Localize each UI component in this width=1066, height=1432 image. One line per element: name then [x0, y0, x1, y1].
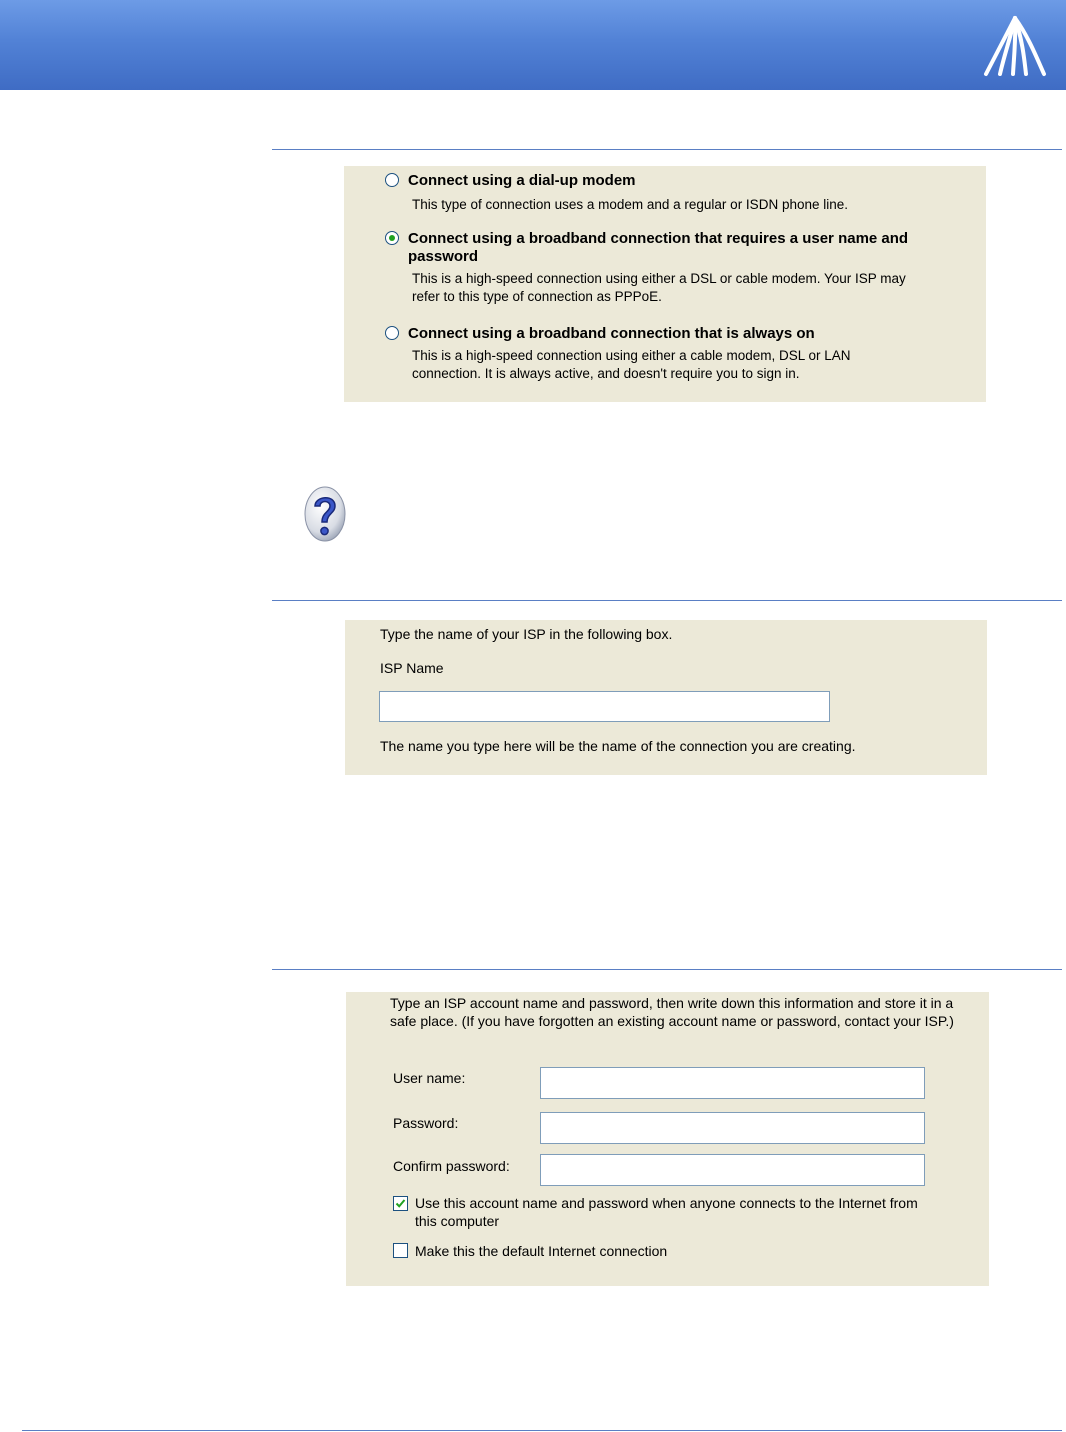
isp-name-note: The name you type here will be the name of the connection you are creating. — [380, 738, 856, 754]
dialup-option-label[interactable]: Connect using a dial-up modem — [408, 172, 636, 189]
section-divider — [272, 600, 1062, 601]
connection-type-panel — [344, 166, 986, 402]
pppoe-option-label[interactable]: Connect using a broadband connection that requires a user name and — [408, 230, 909, 247]
always-on-option-description: This is a high-speed connection using either a cable modem, DSL or LAN — [412, 348, 851, 363]
account-instruction-cont: safe place. (If you have forgotten an existing account name or password, contact your ISP.) — [390, 1013, 954, 1029]
username-input[interactable] — [540, 1067, 925, 1099]
section-divider — [272, 969, 1062, 970]
confirm-password-input[interactable] — [540, 1154, 925, 1186]
isp-name-label: ISP Name — [380, 660, 444, 676]
always-on-option-description-cont: connection. It is always active, and doesn't require you to sign in. — [412, 366, 800, 381]
account-panel — [346, 992, 989, 1286]
help-question-icon — [303, 486, 347, 544]
pppoe-option-description: This is a high-speed connection using either a DSL or cable modem. Your ISP may — [412, 271, 906, 286]
antenna-logo-icon — [980, 14, 1050, 78]
isp-name-instruction: Type the name of your ISP in the following box. — [380, 626, 673, 642]
password-label: Password: — [393, 1115, 459, 1131]
confirm-password-label: Confirm password: — [393, 1158, 510, 1174]
footer-divider — [22, 1430, 1062, 1431]
isp-name-panel — [345, 620, 987, 775]
password-input[interactable] — [540, 1112, 925, 1144]
account-instruction: Type an ISP account name and password, then write down this information and store it in a — [390, 995, 954, 1011]
pppoe-option-label-cont[interactable]: password — [408, 248, 479, 265]
use-account-label[interactable]: Use this account name and password when anyone connects to the Internet from — [415, 1195, 918, 1211]
checkmark-icon — [395, 1198, 406, 1209]
username-label: User name: — [393, 1070, 466, 1086]
default-connection-checkbox[interactable] — [393, 1243, 408, 1258]
always-on-radio[interactable] — [385, 326, 399, 340]
default-connection-label[interactable]: Make this the default Internet connection — [415, 1243, 668, 1259]
use-account-checkbox[interactable] — [393, 1196, 408, 1211]
dialup-option-description: This type of connection uses a modem and a regular or ISDN phone line. — [412, 197, 848, 212]
page-header — [0, 0, 1066, 90]
pppoe-option-description-cont: refer to this type of connection as PPPoE. — [412, 289, 662, 304]
use-account-label-cont[interactable]: this computer — [415, 1213, 500, 1229]
isp-name-input[interactable] — [379, 691, 830, 722]
always-on-option-label[interactable]: Connect using a broadband connection that is always on — [408, 325, 815, 342]
dialup-radio[interactable] — [385, 173, 399, 187]
section-divider — [272, 149, 1062, 150]
pppoe-radio[interactable] — [385, 231, 399, 245]
